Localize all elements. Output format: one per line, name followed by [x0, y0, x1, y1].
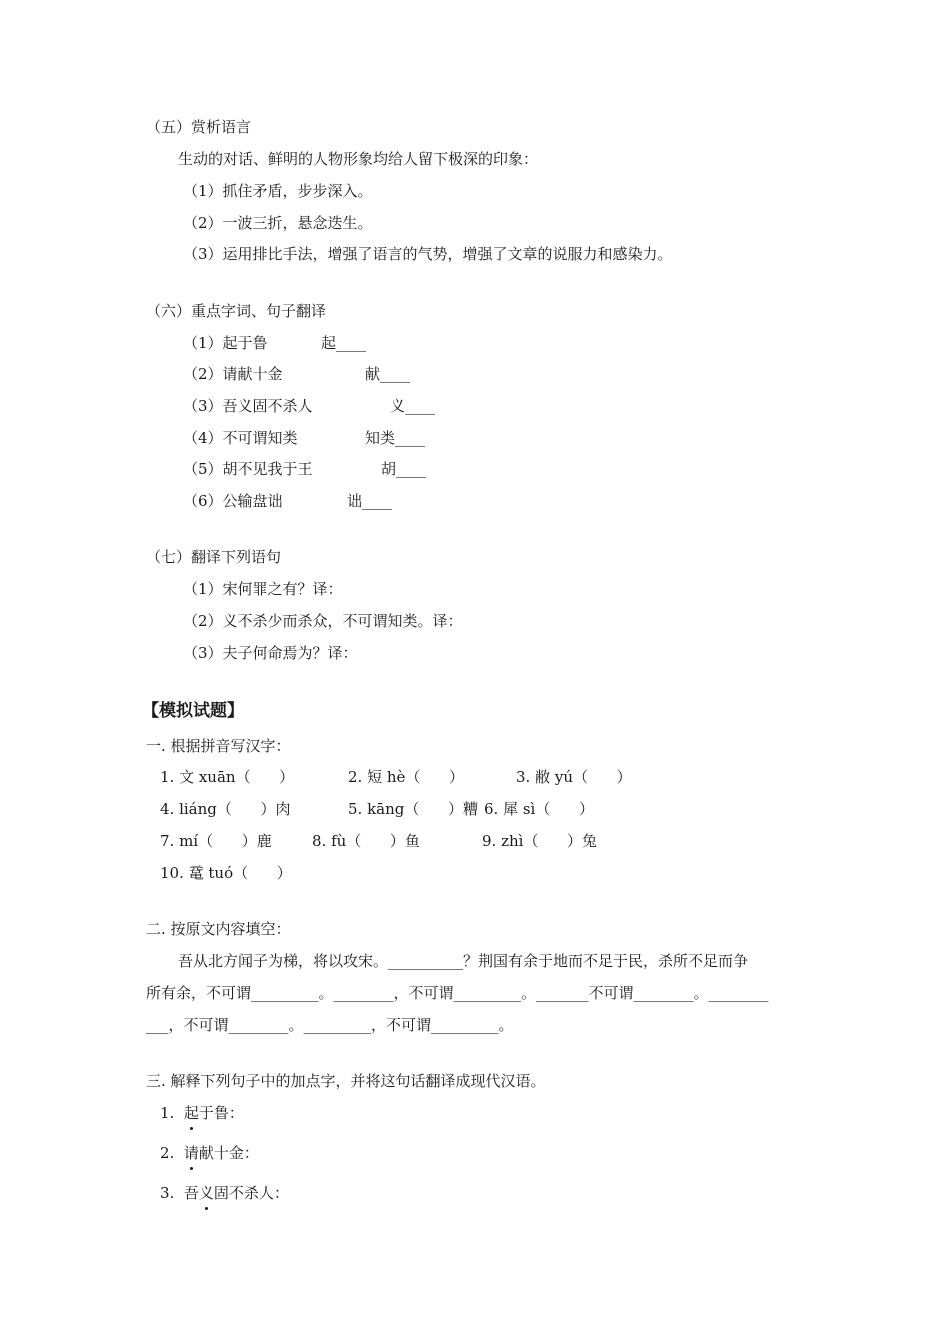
q1-item: 4. liáng（ ）肉	[160, 800, 291, 818]
section7-item: （2）义不杀少而杀众，不可谓知类。译：	[183, 612, 463, 630]
q2-line: ___，不可谓________。_________，不可谓_________。	[146, 1016, 514, 1034]
q1-heading: 一. 根据拼音写汉字：	[146, 737, 291, 755]
section6-heading: （六）重点字词、句子翻译	[146, 302, 327, 320]
q3-heading: 三. 解释下列句子中的加点字，并将这句话翻译成现代汉语。	[146, 1072, 546, 1090]
section6-blank: 胡____	[381, 460, 427, 478]
q1-item: 2. 短 hè（ ）	[348, 768, 464, 786]
section7-item: （1）宋何罪之有？译：	[183, 580, 343, 598]
q3-item-number: 3.	[160, 1184, 175, 1202]
section6-sentence: （4）不可谓知类	[183, 429, 298, 447]
q3-item-text: 固不杀人：	[213, 1184, 289, 1202]
section5-heading: （五）赏析语言	[146, 118, 252, 136]
section5-intro: 生动的对话、鲜明的人物形象均给人留下极深的印象：	[178, 150, 539, 168]
section6-blank: 义____	[390, 397, 436, 415]
q1-item: 10. 鼋 tuó（ ）	[160, 864, 292, 882]
q3-item-number: 2.	[160, 1144, 175, 1162]
section6-blank: 起____	[321, 334, 367, 352]
section5-item: （1）抓住矛盾，步步深入。	[183, 182, 373, 200]
section6-blank: 知类____	[365, 429, 426, 447]
q1-item: 8. fù（ ）鱼	[312, 832, 420, 850]
q3-item	[160, 1143, 259, 1163]
section6-blank: 诎____	[347, 492, 393, 510]
section6-sentence: （6）公输盘诎	[183, 492, 283, 510]
q3-item-text: 于鲁：	[198, 1104, 244, 1122]
q1-item: 9. zhì（ ）兔	[482, 832, 598, 850]
section6-blank: 献____	[365, 365, 411, 383]
section6-sentence: （5）胡不见我于王	[183, 460, 313, 478]
q1-item: 3. 敝 yú（ ）	[516, 768, 632, 786]
mock-title: 【模拟试题】	[142, 701, 244, 721]
dotted-char: 义	[198, 1184, 214, 1202]
q3-item-text: 吾	[183, 1184, 199, 1202]
section6-sentence: （3）吾义固不杀人	[183, 397, 313, 415]
section6-sentence: （1）起于鲁	[183, 334, 268, 352]
q2-line: 吾从北方闻子为梯，将以攻宋。__________？荆国有余于地而不足于民，杀所不足而争	[178, 952, 749, 970]
section7-item: （3）夫子何命焉为？译：	[183, 644, 358, 662]
section5-item: （2）一波三折，悬念迭生。	[183, 214, 373, 232]
dotted-char: 请	[183, 1144, 199, 1162]
q1-item: 7. mí（ ）鹿	[160, 832, 272, 850]
dotted-char: 起	[183, 1104, 199, 1122]
section5-item: （3）运用排比手法，增强了语言的气势，增强了文章的说服力和感染力。	[183, 245, 673, 263]
q1-item: 6. 犀 sì（ ）	[484, 800, 594, 818]
q2-heading: 二. 按原文内容填空：	[146, 920, 291, 938]
q3-item-number: 1.	[160, 1104, 175, 1122]
section7-heading: （七）翻译下列语句	[146, 548, 282, 566]
section6-sentence: （2）请献十金	[183, 365, 283, 383]
q1-item: 5. kāng（ ）糟	[348, 800, 478, 818]
q3-item	[160, 1103, 244, 1123]
q3-item-text: 献十金：	[198, 1144, 259, 1162]
q3-item	[160, 1183, 289, 1203]
q1-item: 1. 文 xuān（ ）	[160, 768, 295, 786]
q2-line: 所有余，不可谓_________。________，不可谓_________。_______不可谓________。________	[146, 984, 769, 1002]
